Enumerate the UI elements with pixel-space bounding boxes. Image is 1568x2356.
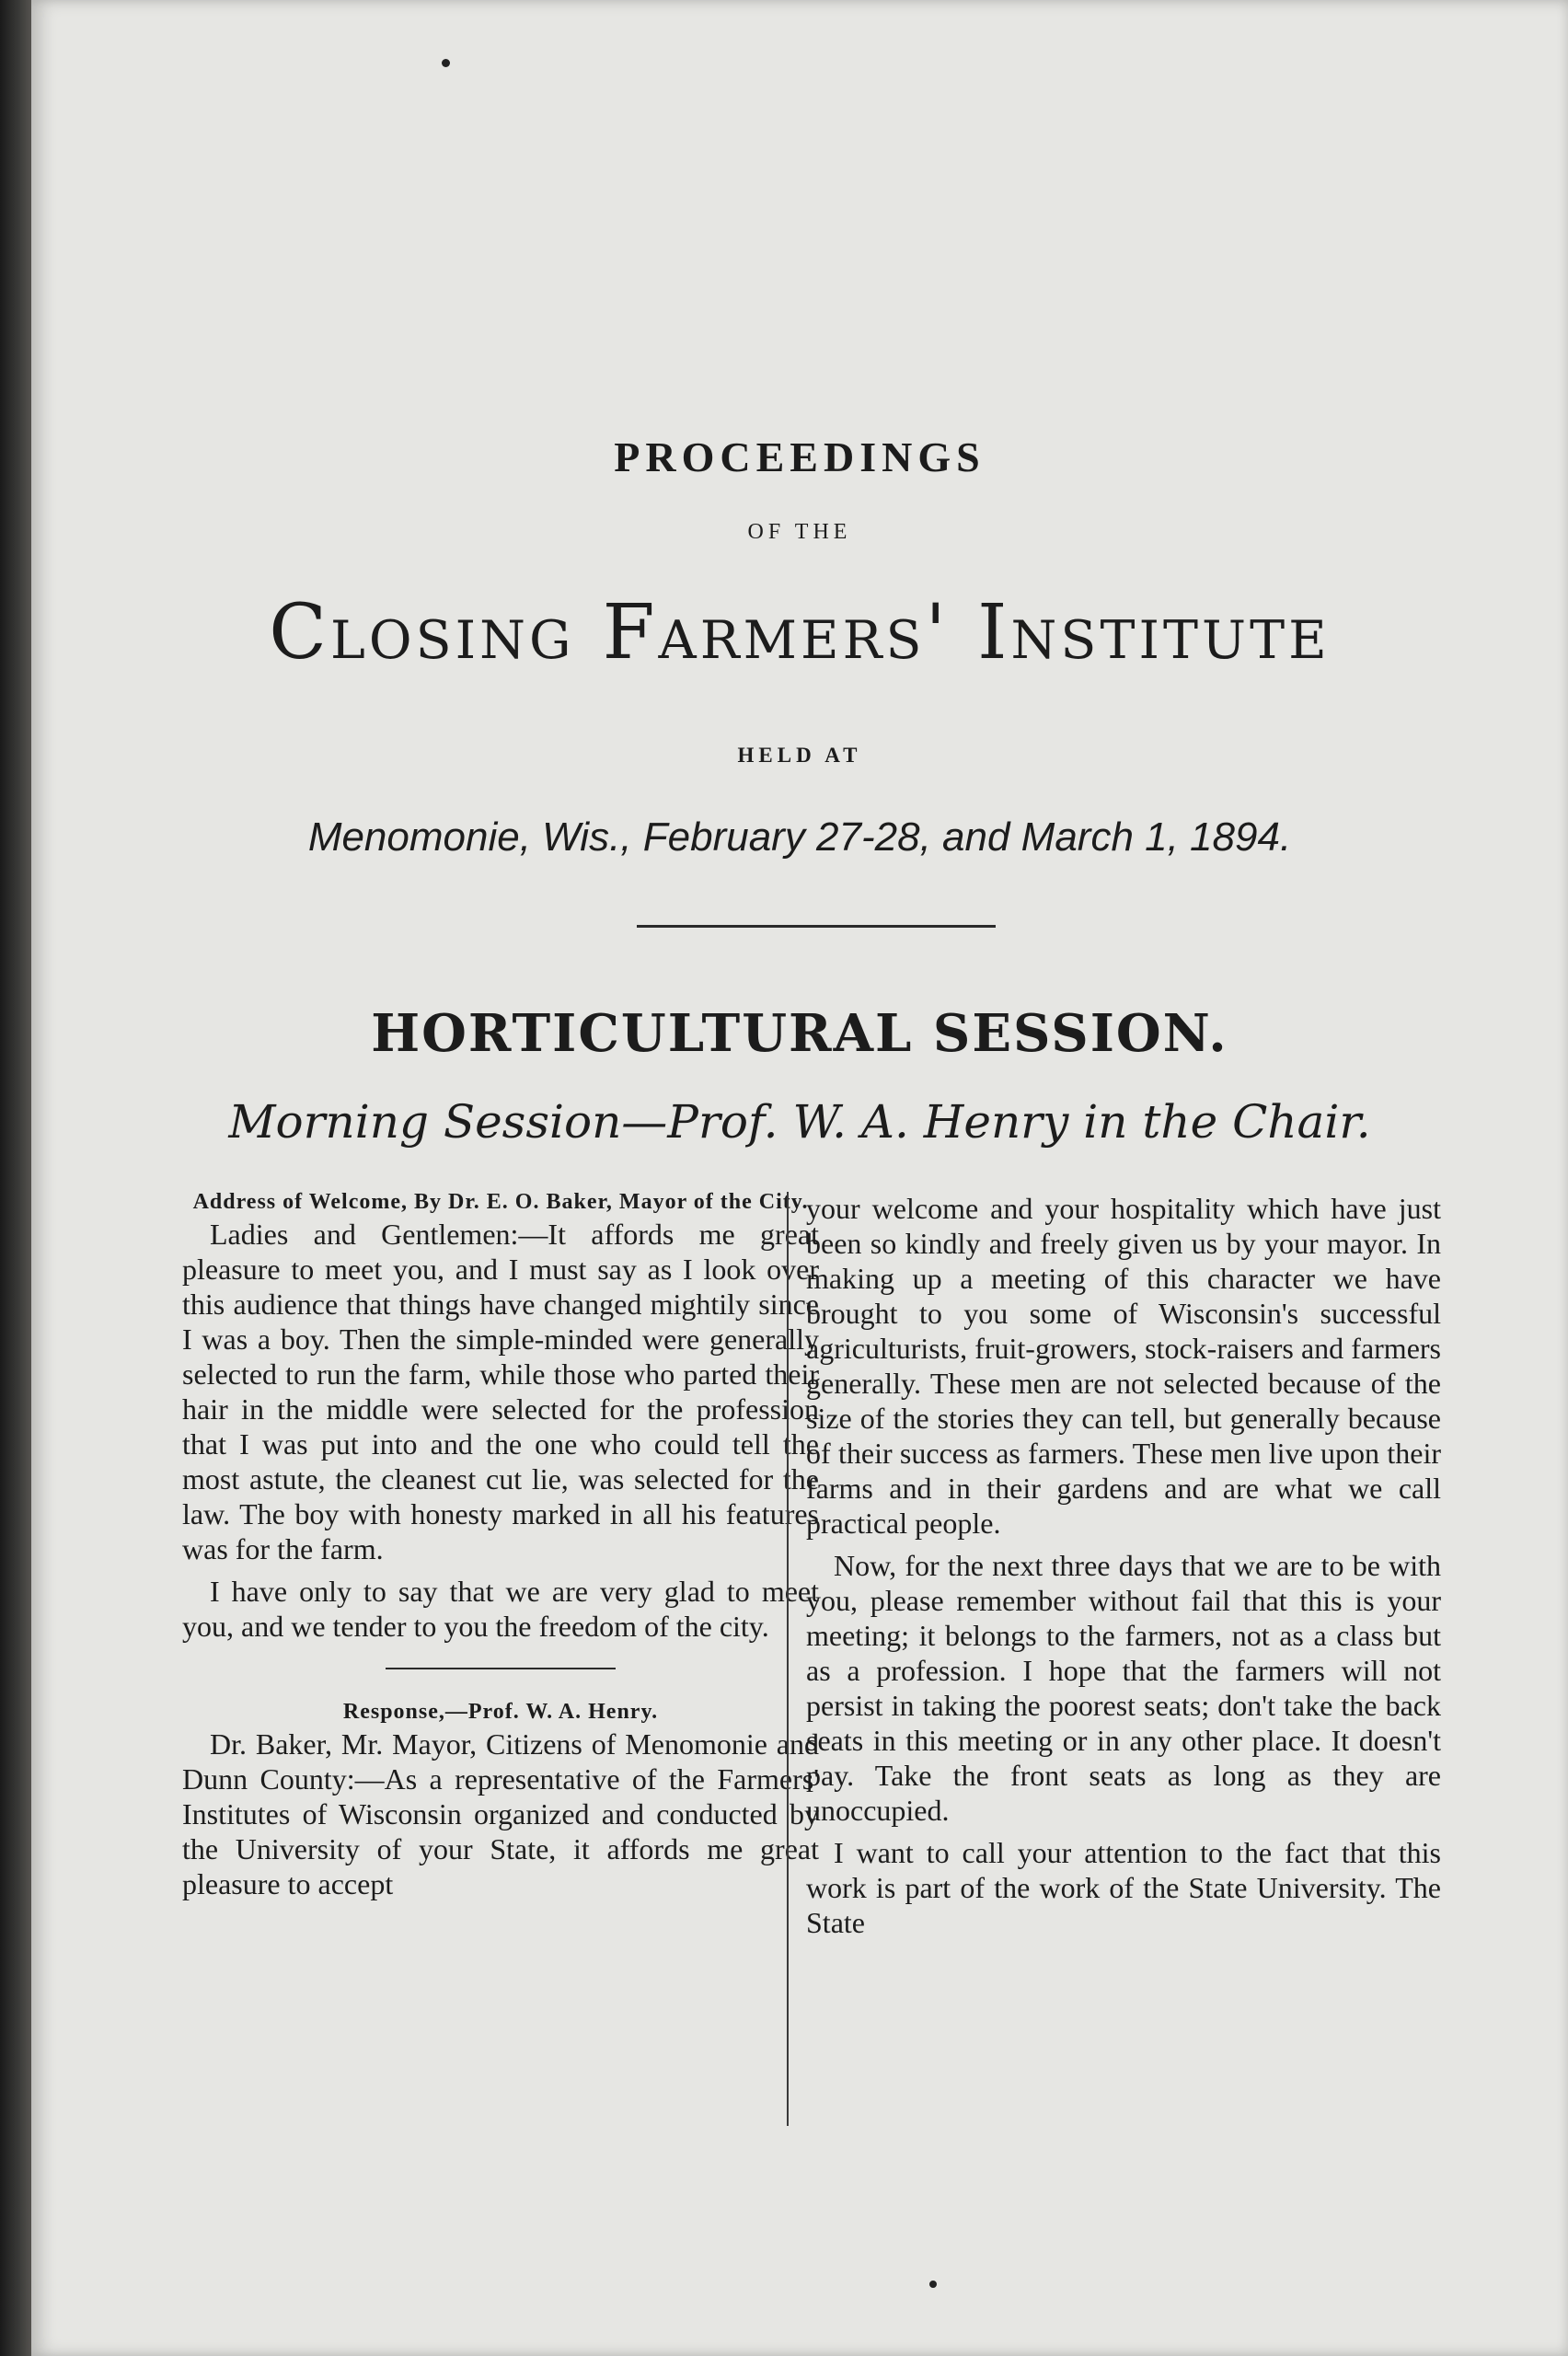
session-subtitle: Morning Session—Prof. W. A. Henry in the Chair. (228, 1095, 1371, 1149)
right-column (806, 1191, 1441, 2157)
book-binding-edge (0, 0, 31, 2356)
held-at-line: HELD AT (737, 744, 862, 767)
document-page (31, 0, 1568, 2356)
institute-title: Closing Farmers' Institute (269, 589, 1331, 676)
page-marker-dot (929, 2281, 937, 2288)
proceedings-heading: PROCEEDINGS (614, 433, 986, 480)
place-date-line: Menomonie, Wis., February 27-28, and March 1, 1894. (307, 814, 1292, 860)
body-paragraph: Ladies and Gentlemen:—It affords me great pleasure to meet you, and I must say as I look over this audience that things have changed mightily since I was a boy. Then the simple-minded were generally selected to run the farm, while those who parted their hair in the middle were selected for the profession that I was put into and the one who could tell the most astute, the cleanest cut lie, was selected for the law. The boy with honesty marked in all his features was for the farm. (182, 1218, 819, 1565)
body-paragraph: I have only to say that we are very glad to meet you, and we tender to you the freedom of the city. (182, 1575, 819, 1643)
ink-speck (442, 59, 450, 67)
body-paragraph: I want to call your attention to the fact that this work is part of the work of the State University. The State (806, 1836, 1441, 1939)
left-column (182, 1187, 819, 2154)
column-divider-rule (386, 1668, 616, 1669)
body-paragraph: Now, for the next three days that we are to be with you, please remember without fail that this is your meeting; it belongs to the farmers, not as a class but as a profession. I hope that the farmers will not persist in taking the poorest seats; don't take the back seats in this meeting or in any other place. It doesn't pay. Take the front seats as long as they are unoccupied. (806, 1549, 1441, 1827)
response-heading: Response,—Prof. W. A. Henry. (342, 1700, 659, 1724)
of-the-line: OF THE (747, 520, 852, 544)
session-title: HORTICULTURAL SESSION. (371, 1003, 1228, 1064)
section-divider (637, 925, 996, 928)
body-paragraph: Dr. Baker, Mr. Mayor, Citizens of Menomonie and Dunn County:—As a representative of the Farmers' Institutes of Wisconsin organized and conducted by the University of your State, it affords me great pleasure to accept (182, 1727, 819, 1900)
body-paragraph: your welcome and your hospitality which have just been so kindly and freely given us by your mayor. In making up a meeting of this character we have brought to you some of Wisconsin's successful agriculturists, fruit-growers, stock-raisers and farmers generally. These men are not selected because of the size of the stories they can tell, but generally because of their success as farmers. These men live upon their farms and in their gardens and are what we call practical people. (806, 1192, 1441, 1540)
column-separator (787, 1192, 789, 2126)
address-heading: Address of Welcome, By Dr. E. O. Baker, Mayor of the City. (192, 1190, 809, 1214)
